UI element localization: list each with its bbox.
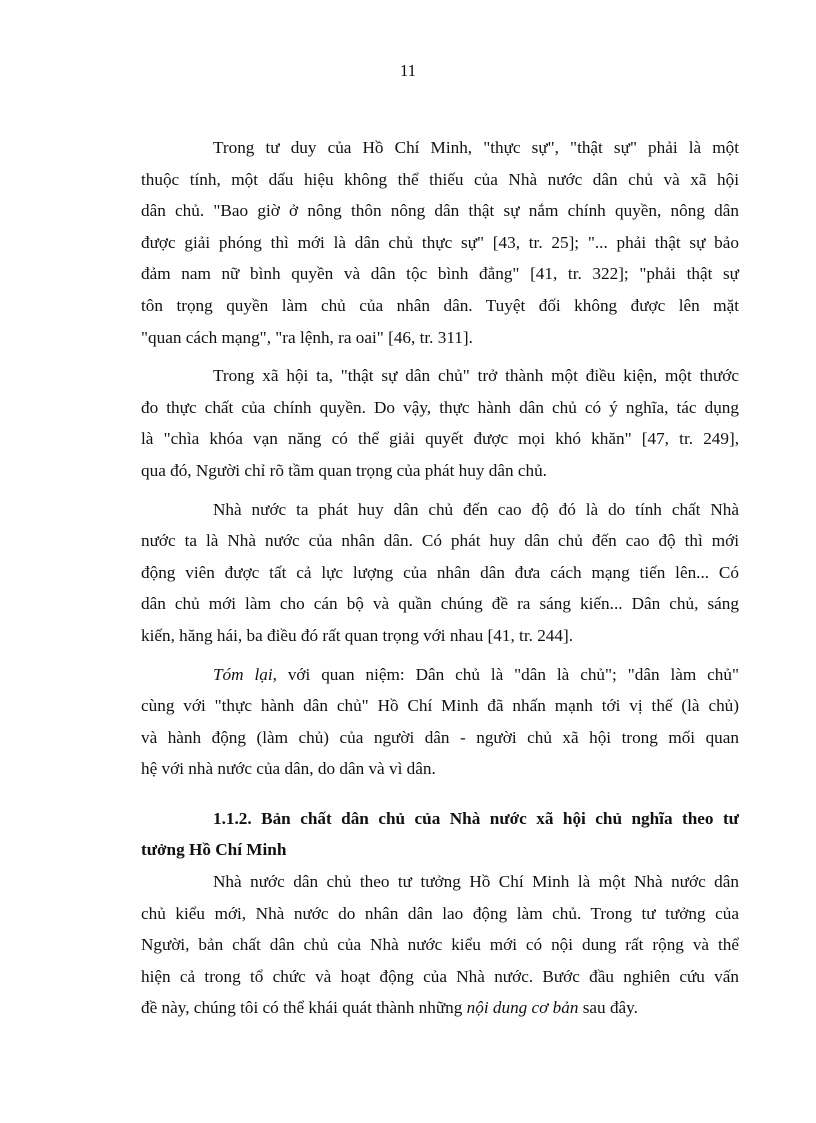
text-line: hệ với nhà nước của dân, do dân và vì dân. (141, 759, 436, 779)
heading-line: 1.1.2. Bản chất dân chủ của Nhà nước xã hội chủ nghĩa theo tư (213, 808, 739, 828)
text-line: nước ta là Nhà nước của nhân dân. Có phát huy dân chủ đến cao độ thì mới (141, 531, 739, 551)
italic-phrase: nội dung cơ bản (466, 998, 579, 1018)
paragraph-5 (141, 866, 739, 1024)
text-line: động viên được tất cả lực lượng của nhân dân đưa cách mạng tiến lên... Có (141, 562, 739, 582)
text-segment: , với quan niệm: Dân chủ là "dân là chủ"; "dân làm chủ" (272, 664, 739, 684)
text-line: và hành động (làm chủ) của người dân - người chủ xã hội trong mối quan (141, 727, 739, 747)
page-number: 11 (399, 61, 417, 80)
text-line: kiến, hăng hái, ba điều đó rất quan trọng với nhau [41, tr. 244]. (141, 625, 573, 645)
text-line: chủ kiểu mới, Nhà nước do nhân dân lao động làm chủ. Trong tư tưởng của (141, 903, 739, 923)
section-heading (141, 803, 739, 866)
body-text (141, 132, 739, 1024)
paragraph-1 (141, 132, 739, 353)
text-line: đảm nam nữ bình quyền và dân tộc bình đẳng" [41, tr. 322]; "phải thật sự (141, 264, 739, 284)
heading-line: tưởng Hồ Chí Minh (141, 840, 287, 860)
text-line: qua đó, Người chỉ rõ tầm quan trọng của phát huy dân chủ. (141, 460, 547, 480)
text-line: tôn trọng quyền làm chủ của nhân dân. Tuyệt đối không được lên mặt (141, 295, 739, 315)
text-segment: sau đây. (578, 998, 638, 1018)
paragraph-3 (141, 494, 739, 652)
italic-lead: Tóm lại (213, 664, 273, 684)
text-line: Nhà nước dân chủ theo tư tưởng Hồ Chí Minh là một Nhà nước dân (213, 872, 739, 892)
text-line (141, 992, 739, 1024)
text-line: là "chìa khóa vạn năng có thể giải quyết được mọi khó khăn" [47, tr. 249], (141, 429, 739, 449)
text-line: Nhà nước ta phát huy dân chủ đến cao độ đó là do tính chất Nhà (213, 499, 739, 519)
text-line: thuộc tính, một dấu hiệu không thể thiếu của Nhà nước dân chủ và xã hội (141, 169, 739, 189)
paragraph-2 (141, 360, 739, 486)
text-line: dân chủ mới làm cho cán bộ và quần chúng đề ra sáng kiến... Dân chủ, sáng (141, 594, 739, 614)
text-line: "quan cách mạng", "ra lệnh, ra oai" [46, tr. 311]. (141, 327, 473, 347)
text-line: cùng với "thực hành dân chủ" Hồ Chí Minh đã nhấn mạnh tới vị thế (là chủ) (141, 696, 739, 716)
text-segment: đề này, chúng tôi có thể khái quát thành những (141, 998, 467, 1018)
text-line: hiện cả trong tổ chức và hoạt động của Nhà nước. Bước đầu nghiên cứu vấn (141, 966, 739, 986)
text-line: Trong xã hội ta, "thật sự dân chủ" trở thành một điều kiện, một thước (213, 366, 739, 386)
text-line: được giải phóng thì mới là dân chủ thực sự" [43, tr. 25]; "... phải thật sự bảo (141, 232, 739, 252)
text-line: đo thực chất của chính quyền. Do vậy, thực hành dân chủ có ý nghĩa, tác dụng (141, 397, 739, 417)
text-line: Trong tư duy của Hồ Chí Minh, "thực sự", "thật sự" phải là một (213, 138, 739, 157)
text-line: Người, bản chất dân chủ của Nhà nước kiểu mới có nội dung rất rộng và thể (141, 935, 739, 955)
text-line: dân chủ. "Bao giờ ở nông thôn nông dân thật sự nắm chính quyền, nông dân (141, 201, 739, 221)
text-line (141, 659, 739, 691)
paragraph-4 (141, 659, 739, 785)
